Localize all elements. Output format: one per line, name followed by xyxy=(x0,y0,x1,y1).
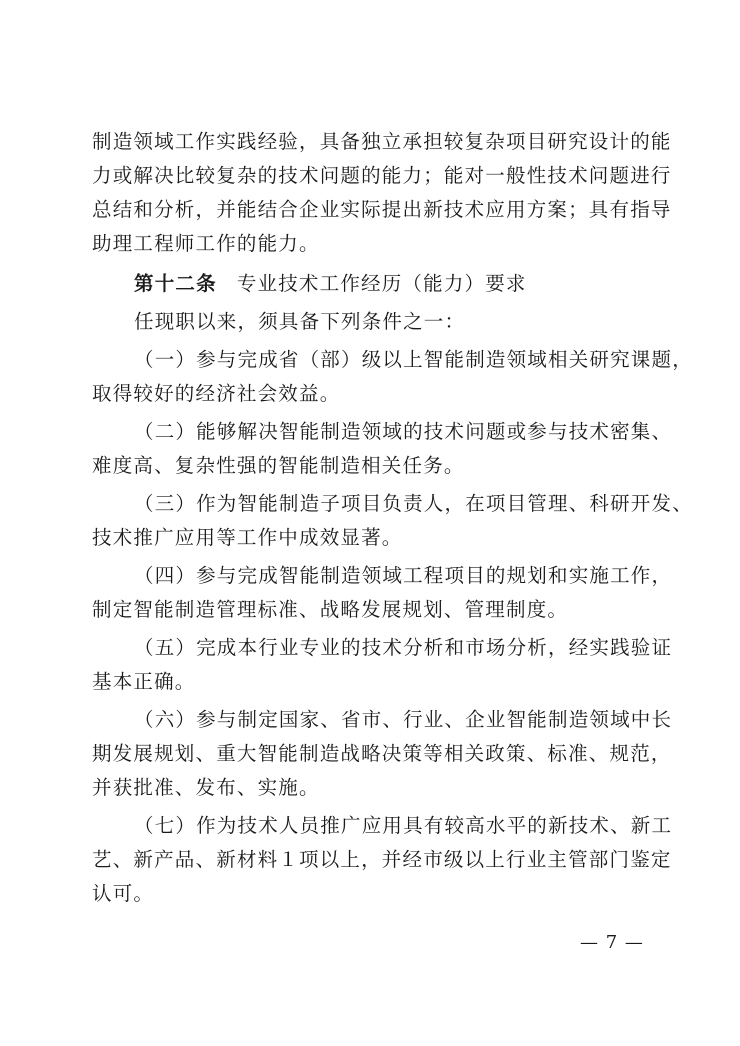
item-5-line-2: 基本正确。 xyxy=(92,670,196,693)
intro-line-3: 总结和分析，并能结合企业实际提出新技术应用方案；具有指导 xyxy=(92,198,672,221)
article-label: 第十二条 xyxy=(134,272,217,295)
item-2-line-2: 难度高、复杂性强的智能制造相关任务。 xyxy=(92,454,465,477)
item-2-line-1: （二）能够解决智能制造领域的技术问题或参与技术密集、 xyxy=(134,420,673,443)
item-3-line-1: （三）作为智能制造子项目负责人，在项目管理、科研开发、 xyxy=(134,492,693,515)
article-heading xyxy=(0,270,740,298)
item-4-line-1: （四）参与完成智能制造领域工程项目的规划和实施工作， xyxy=(134,564,673,587)
item-7-line-3: 认可。 xyxy=(92,882,155,905)
intro-line-1: 制造领域工作实践经验，具备独立承担较复杂项目研究设计的能 xyxy=(92,130,672,153)
item-1-line-1: （一）参与完成省（部）级以上智能制造领域相关研究课题， xyxy=(134,348,693,371)
item-6-line-3: 并获批准、发布、实施。 xyxy=(92,776,320,799)
item-5-line-1: （五）完成本行业专业的技术分析和市场分析，经实践验证 xyxy=(134,636,673,659)
page-number: — 7 — xyxy=(580,932,644,953)
item-3-line-2: 技术推广应用等工作中成效显著。 xyxy=(92,526,403,549)
intro-line-2: 力或解决比较复杂的技术问题的能力；能对一般性技术问题进行 xyxy=(92,164,672,187)
intro-line-4: 助理工程师工作的能力。 xyxy=(92,232,320,255)
item-6-line-1: （六）参与制定国家、省市、行业、企业智能制造领域中长 xyxy=(134,708,673,731)
condition-intro: 任现职以来，须具备下列条件之一： xyxy=(134,310,466,333)
item-1-line-2: 取得较好的经济社会效益。 xyxy=(92,382,341,405)
article-title: 专业技术工作经历（能力）要求 xyxy=(236,272,527,295)
item-6-line-2: 期发展规划、重大智能制造战略决策等相关政策、标准、规范， xyxy=(92,742,672,765)
item-4-line-2: 制定智能制造管理标准、战略发展规划、管理制度。 xyxy=(92,598,569,621)
item-7-line-2: 艺、新产品、新材料１项以上，并经市级以上行业主管部门鉴定 xyxy=(92,848,672,871)
item-7-line-1: （七）作为技术人员推广应用具有较高水平的新技术、新工 xyxy=(134,814,673,837)
